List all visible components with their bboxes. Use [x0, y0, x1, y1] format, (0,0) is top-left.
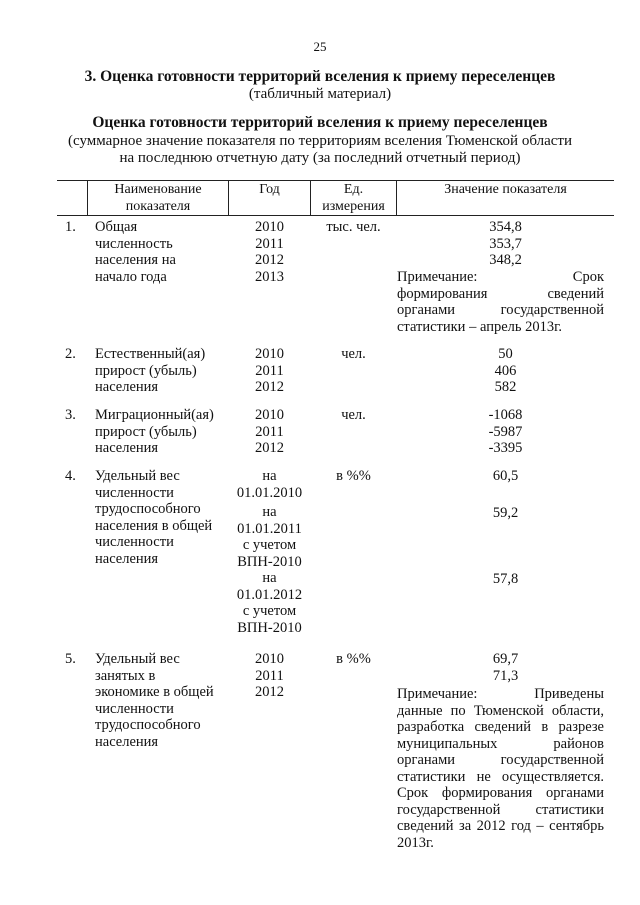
row-2-name-line: населения: [95, 379, 159, 395]
row-4-year: 01.01.2011: [237, 520, 302, 537]
row-1-note-line: органами государственной: [397, 302, 604, 318]
row-1-years: [229, 219, 310, 285]
row-1-name-line: начало года: [95, 268, 167, 285]
row-4-value-3: 57,8: [492, 571, 519, 587]
row-5-note-line: данные по Тюменской области,: [397, 702, 604, 719]
row-3-unit: чел.: [341, 407, 366, 423]
row-3-name-line: Миграционный(ая): [95, 407, 214, 423]
row-4-years: [229, 468, 310, 636]
row-5-values: [397, 651, 614, 684]
row-3-values: [397, 407, 614, 457]
row-4-year: на: [262, 468, 277, 484]
row-5-year: 2012: [255, 684, 284, 700]
header-unit: [311, 181, 396, 215]
row-4-name-line: численности: [95, 484, 174, 501]
row-4-year: 01.01.2012: [236, 586, 303, 603]
row-1-value: 354,8: [489, 219, 522, 235]
header-unit-line1: Ед.: [343, 182, 364, 197]
row-2-year: 2010: [255, 346, 284, 362]
row-4-name-line: трудоспособного: [95, 501, 201, 517]
row-5-value: 71,3: [492, 667, 519, 684]
row-2-value: 406: [494, 362, 517, 379]
row-4-name-line: населения в общей: [95, 517, 213, 534]
table-header-divider: [57, 215, 614, 216]
row-5-note-line: статистики не осуществляется.: [397, 768, 604, 785]
row-4-year: с учетом: [242, 603, 297, 619]
row-3-name-line: прирост (убыль): [95, 423, 197, 440]
row-4-name-line: населения: [95, 550, 159, 567]
row-5-note-line: государственной статистики: [397, 801, 604, 818]
row-1-name-line: населения на: [95, 252, 176, 268]
row-4-name: [95, 468, 212, 567]
row-5-unit: в %%: [336, 651, 371, 667]
row-5-name: [95, 651, 214, 750]
row-4-year: ВПН-2010: [237, 619, 302, 636]
row-2-year: 2012: [255, 379, 284, 395]
row-3-year: 2010: [255, 407, 284, 423]
row-1-note-line: статистики – апрель 2013г.: [397, 318, 563, 335]
row-2-unit: чел.: [341, 346, 366, 362]
row-1-year: 2013: [255, 268, 284, 285]
row-4-name-line: численности: [95, 534, 174, 550]
row-3-years: [229, 407, 310, 457]
header-year: Год: [259, 182, 280, 197]
row-4-year: 01.01.2010: [236, 484, 303, 501]
row-2-values: [397, 346, 614, 396]
header-value: Значение показателя: [444, 182, 567, 197]
row-4-year: на: [262, 570, 277, 586]
page-number: 25: [313, 39, 327, 54]
row-1-year: 2012: [255, 252, 284, 268]
row-1-value: 353,7: [489, 235, 522, 252]
table-subtitle-line1: (суммарное значение показателя по территориям вселения Тюменской области: [68, 133, 572, 149]
row-2-value: 50: [498, 346, 513, 362]
row-5-years: [229, 651, 310, 701]
row-2-name-line: Естественный(ая): [95, 346, 206, 362]
row-3-year: 2012: [255, 440, 284, 456]
row-1-year: 2011: [255, 235, 284, 252]
section-subtitle: (табличный материал): [248, 86, 392, 102]
row-5-note-line: 2013г.: [397, 834, 434, 851]
row-5-year: 2010: [255, 651, 284, 667]
header-unit-line2: измерения: [322, 199, 385, 214]
row-2-num: 2.: [65, 346, 76, 362]
row-4-value-2: 59,2: [492, 505, 519, 521]
row-5-name-line: экономике в общей: [95, 684, 214, 700]
row-3-value: -3395: [488, 440, 523, 456]
row-3-name: [95, 407, 214, 457]
row-1-note: [397, 269, 604, 335]
row-1-name-line: Общая: [95, 219, 138, 235]
row-3-year: 2011: [255, 423, 284, 440]
row-2-year: 2011: [255, 362, 284, 379]
row-1-name-line: численность: [95, 235, 173, 252]
row-4-year: ВПН-2010: [237, 553, 302, 570]
row-5-note-line: Примечание: Приведены: [397, 686, 604, 702]
row-5-note: [397, 686, 604, 851]
row-1-unit: тыс. чел.: [326, 219, 381, 235]
row-2-value: 582: [494, 379, 517, 395]
row-5-name-line: Удельный вес: [95, 651, 180, 667]
table-subtitle-line2: на последнюю отчетную дату (за последний отчетный период): [119, 150, 521, 166]
row-5-num: 5.: [65, 651, 76, 667]
row-4-num: 4.: [65, 468, 76, 484]
row-5-note-line: органами государственной: [397, 752, 604, 768]
header-name-line2: показателя: [125, 199, 191, 214]
table-title: Оценка готовности территорий вселения к приему переселенцев: [92, 114, 548, 131]
row-5-year: 2011: [255, 667, 284, 684]
row-5-note-line: сведений за 2012 год – сентябрь: [397, 818, 604, 834]
row-5-note-line: разработка сведений в разрезе: [397, 719, 604, 735]
row-5-note-line: Срок формирования органами: [397, 785, 604, 801]
row-5-note-line: муниципальных районов: [397, 735, 604, 752]
row-1-num: 1.: [65, 219, 76, 235]
row-3-num: 3.: [65, 407, 76, 423]
row-4-name-line: Удельный вес: [95, 468, 180, 484]
row-2-years: [229, 346, 310, 396]
row-2-name: [95, 346, 205, 396]
row-3-name-line: населения: [95, 440, 159, 456]
row-1-value: 348,2: [489, 252, 522, 268]
row-4-value-1: 60,5: [492, 468, 519, 484]
row-1-note-line: формирования сведений: [397, 285, 604, 302]
row-3-value: -1068: [488, 407, 523, 423]
row-1-name: [95, 219, 176, 285]
row-5-name-line: населения: [95, 733, 159, 750]
row-2-name-line: прирост (убыль): [95, 362, 197, 379]
header-name: [88, 181, 228, 215]
header-name-line1: Наименование: [114, 182, 202, 197]
section-title: 3. Оценка готовности территорий вселения к приему переселенцев: [84, 68, 556, 85]
row-1-note-line: Примечание: Срок: [397, 269, 604, 285]
row-1-values: [397, 219, 614, 269]
row-5-value: 69,7: [492, 651, 519, 667]
row-3-value: -5987: [488, 423, 523, 440]
row-1-year: 2010: [255, 219, 284, 235]
row-4-unit: в %%: [336, 468, 371, 484]
row-5-name-line: численности: [95, 700, 174, 717]
row-4-year: с учетом: [242, 537, 297, 553]
row-5-name-line: трудоспособного: [95, 717, 201, 733]
row-5-name-line: занятых в: [95, 667, 156, 684]
row-4-year: на: [262, 504, 277, 520]
